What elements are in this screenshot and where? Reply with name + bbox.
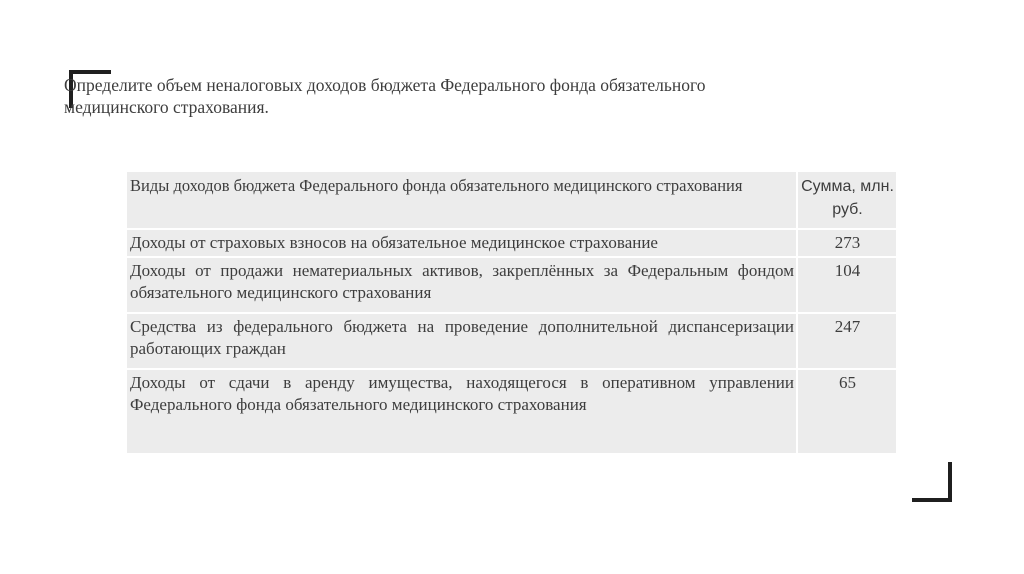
row-description-cell: Доходы от продажи нематериальных активов, закреплённых за Федеральным фондом обязательного медицинского страхования bbox=[126, 257, 797, 313]
table-row bbox=[126, 229, 897, 257]
income-table bbox=[125, 170, 898, 455]
row-description-cell: Доходы от сдачи в аренду имущества, находящегося в оперативном управлении Федерального фонда обязательного медицинского страхования bbox=[126, 369, 797, 454]
table-row bbox=[126, 257, 897, 313]
table-row bbox=[126, 369, 897, 454]
table-row bbox=[126, 313, 897, 369]
row-amount-cell: 247 bbox=[797, 313, 897, 369]
corner-mark-bottom-right-horizontal bbox=[912, 498, 952, 502]
row-amount-cell: 273 bbox=[797, 229, 897, 257]
row-description-cell: Доходы от страховых взносов на обязательное медицинское страхование bbox=[126, 229, 797, 257]
table-header-row bbox=[126, 171, 897, 229]
row-description-cell: Средства из федерального бюджета на проведение дополнительной диспансеризации работающих граждан bbox=[126, 313, 797, 369]
header-description-cell: Виды доходов бюджета Федерального фонда обязательного медицинского страхования bbox=[126, 171, 797, 229]
corner-mark-bottom-right-vertical bbox=[948, 462, 952, 502]
slide-title: Определите объем неналоговых доходов бюджета Федерального фонда обязательного медицинского страхования. bbox=[64, 75, 706, 117]
header-amount-cell: Сумма, млн. руб. bbox=[797, 171, 897, 229]
row-amount-cell: 104 bbox=[797, 257, 897, 313]
row-amount-cell: 65 bbox=[797, 369, 897, 454]
